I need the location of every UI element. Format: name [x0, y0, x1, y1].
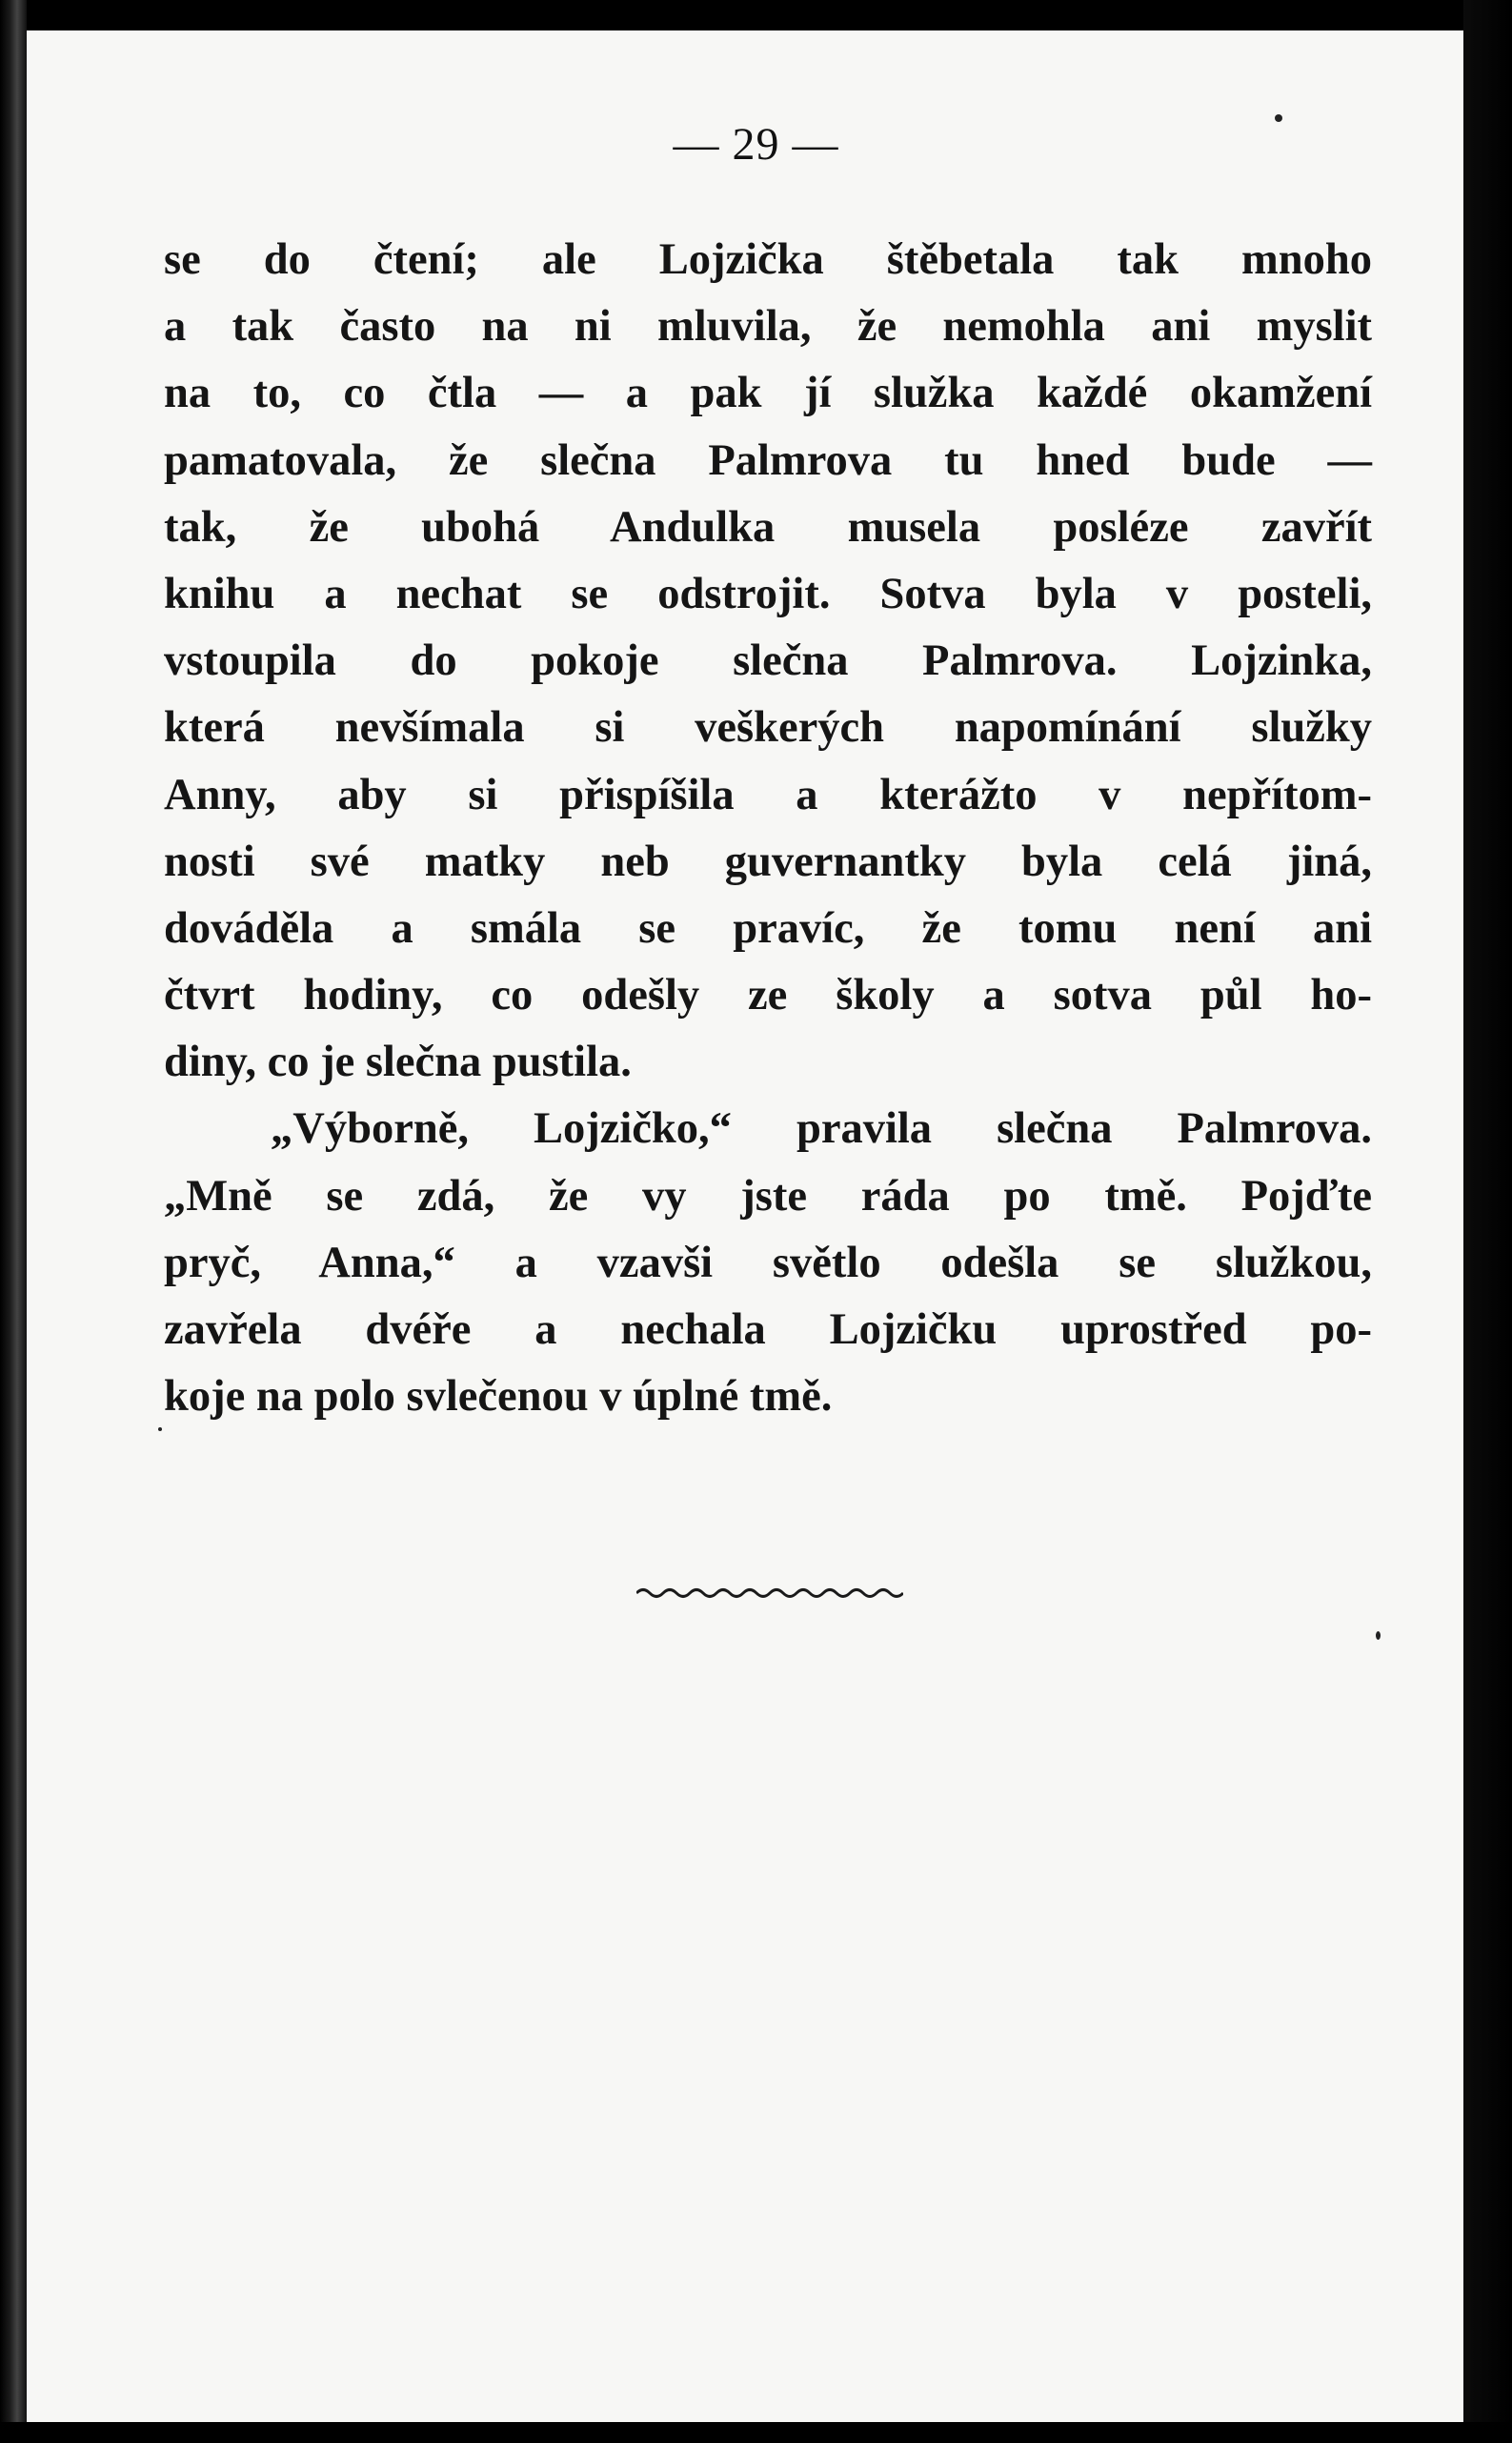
text-line: „Mně se zdá, že vy jste ráda po tmě. Pojďte — [164, 1171, 1372, 1221]
text-line: na to, co čtla — a pak jí služka každé okamžení — [164, 369, 1372, 418]
text-line: dováděla a smála se pravíc, že tomu není ani — [164, 903, 1372, 953]
text-line: a tak často na ni mluvila, že nemohla ani myslit — [164, 302, 1372, 352]
text-line: pamatovala, že slečna Palmrova tu hned bude — — [164, 435, 1372, 485]
text-line: „Výborně, Lojzičko,“ pravila slečna Palmrova. — [271, 1104, 1372, 1154]
text-line: která nevšímala si veškerých napomínání služky — [164, 703, 1372, 753]
text-line: koje na polo svlečenou v úplné tmě. — [164, 1372, 833, 1422]
paper-speck — [1275, 114, 1282, 122]
wavy-divider-icon — [636, 1584, 903, 1603]
paper-speck — [1376, 1631, 1381, 1640]
text-line: nosti své matky neb guvernantky byla celá jiná, — [164, 837, 1372, 886]
text-line: se do čtení; ale Lojzička štěbetala tak mnoho — [164, 235, 1372, 284]
book-bottom-edge — [0, 2422, 1512, 2443]
text-line: diny, co je slečna pustila. — [164, 1038, 632, 1087]
page-number: — 29 — — [673, 119, 839, 170]
body-text — [164, 227, 1372, 1430]
text-line: zavřela dvéře a nechala Lojzičku uprostřed po- — [164, 1305, 1372, 1354]
book-right-edge — [1463, 0, 1512, 2443]
text-line: pryč, Anna,“ a vzavši světlo odešla se služkou, — [164, 1238, 1372, 1287]
book-spine-edge — [0, 0, 27, 2443]
text-line: Anny, aby si přispíšila a kterážto v nepřítom- — [164, 770, 1372, 819]
text-line: vstoupila do pokoje slečna Palmrova. Lojzinka, — [164, 636, 1372, 686]
paper-speck — [158, 1427, 162, 1431]
text-line: tak, že ubohá Andulka musela posléze zavřít — [164, 502, 1372, 552]
text-line: knihu a nechat se odstrojit. Sotva byla v posteli, — [164, 569, 1372, 618]
text-line: čtvrt hodiny, co odešly ze školy a sotva půl ho- — [164, 971, 1372, 1020]
